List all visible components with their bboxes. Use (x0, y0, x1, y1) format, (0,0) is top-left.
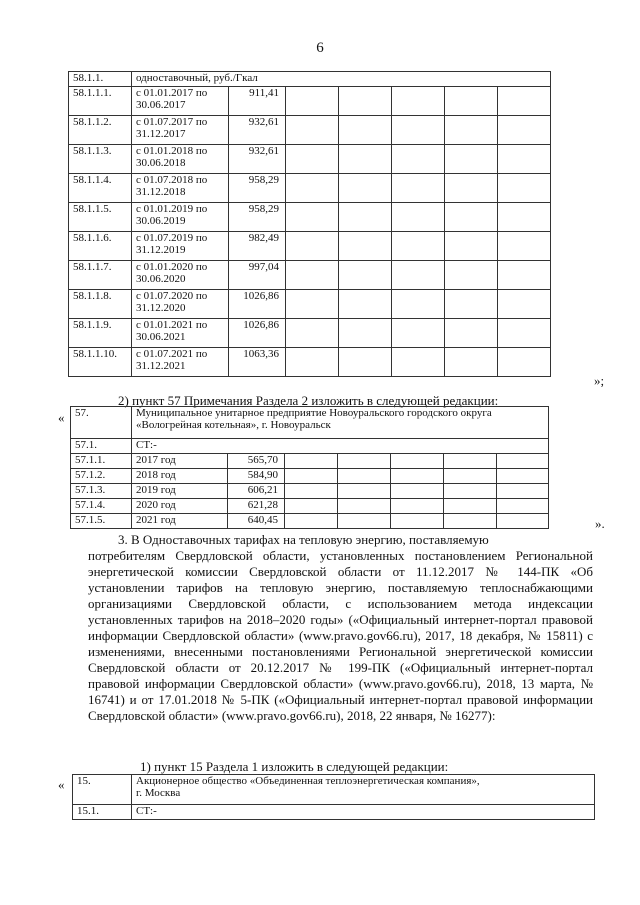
table-row (71, 454, 549, 469)
tariff-value: 640,45 (228, 514, 285, 529)
empty-cell (444, 484, 497, 499)
period-cell (132, 319, 229, 348)
empty-cell (338, 484, 391, 499)
period-start: с 01.01.2017 по (136, 87, 208, 99)
empty-cell (498, 116, 551, 145)
table-row (69, 348, 551, 377)
row-number: 58.1.1. (69, 72, 132, 87)
empty-cell (391, 469, 444, 484)
item-heading: 1) пункт 15 Раздела 1 изложить в следующей редакции: (140, 759, 449, 774)
org-row (71, 407, 549, 439)
tariff-value: 606,21 (228, 484, 285, 499)
empty-cell (338, 514, 391, 529)
row-label: одноставочный, руб./Гкал (132, 72, 551, 87)
year-cell: 2017 год (132, 454, 228, 469)
paragraph-first-line: 3. В Одноставочных тарифах на тепловую энергию, поставляемую (118, 532, 489, 547)
tariff-value: 958,29 (229, 174, 286, 203)
empty-cell (286, 232, 339, 261)
year-cell: 2021 год (132, 514, 228, 529)
table-row (71, 484, 549, 499)
empty-cell (285, 514, 338, 529)
org-name-line: Акционерное общество «Объединенная теплоэнергетическая компания», (136, 775, 480, 787)
row-number: 58.1.1.9. (69, 319, 132, 348)
period-start: с 01.07.2017 по (136, 116, 208, 128)
period-end: 30.06.2020 (136, 273, 186, 285)
period-start: с 01.01.2019 по (136, 203, 208, 215)
empty-cell (339, 290, 392, 319)
empty-cell (392, 145, 445, 174)
org-name-line: г. Москва (136, 787, 181, 799)
empty-cell (286, 174, 339, 203)
empty-cell (498, 203, 551, 232)
table-row (69, 174, 551, 203)
empty-cell (338, 499, 391, 514)
period-cell (132, 174, 229, 203)
empty-cell (392, 261, 445, 290)
period-cell (132, 261, 229, 290)
empty-cell (286, 261, 339, 290)
empty-cell (285, 484, 338, 499)
paragraph-body: потребителям Свердловской области, установленных постановлением Региональной энергетической комиссии Свердловской области от 11.12.2017 № 144-ПК «Об установлении тарифов на тепловую энергию, поставляемую теплоснабжающими организациями Свердловской области, с использованием метода индексации установленных тарифов на 2018–2020 годы» («Официальный интернет-портал правовой информации Свердловской области» (www.pravo.gov66.ru), 2017, 18 декабря, № 15811) с изменениями, внесенными постановлениями Региональной энергетической комиссии Свердловской области от 20.12.2017 № 199-ПК («Официальный интернет-портал правовой информации Свердловской области» (www.pravo.gov66.ru), 2018, 13 марта, № 16741) и от 17.01.2018 № 5-ПК («Официальный интернет-портал правовой информации Свердловской области» (www.pravo.gov66.ru), 2018, 22 января, № 16277): (88, 548, 593, 723)
table-row (69, 232, 551, 261)
opening-quote: « (58, 777, 65, 792)
tariff-value: 1026,86 (229, 319, 286, 348)
tariff-value: 932,61 (229, 145, 286, 174)
row-number: 58.1.1.1. (69, 87, 132, 116)
empty-cell (445, 116, 498, 145)
period-end: 31.12.2021 (136, 360, 186, 372)
period-end: 30.06.2021 (136, 331, 186, 343)
year-cell: 2020 год (132, 499, 228, 514)
empty-cell (445, 319, 498, 348)
empty-cell (286, 319, 339, 348)
empty-cell (498, 319, 551, 348)
empty-cell (498, 174, 551, 203)
period-end: 30.06.2019 (136, 215, 186, 227)
empty-cell (445, 87, 498, 116)
tariff-table-57 (70, 406, 549, 529)
empty-cell (339, 319, 392, 348)
closing-quote: »; (594, 373, 605, 388)
row-number: 57.1.1. (71, 454, 132, 469)
row-number: 58.1.1.7. (69, 261, 132, 290)
period-start: с 01.01.2021 по (136, 319, 208, 331)
row-number: 58.1.1.4. (69, 174, 132, 203)
table-row (69, 290, 551, 319)
row-number: 58.1.1.3. (69, 145, 132, 174)
row-number: 58.1.1.8. (69, 290, 132, 319)
period-cell (132, 290, 229, 319)
empty-cell (445, 290, 498, 319)
empty-cell (339, 261, 392, 290)
empty-cell (498, 145, 551, 174)
table-header-row (69, 72, 551, 87)
empty-cell (445, 203, 498, 232)
empty-cell (392, 87, 445, 116)
table-row (71, 499, 549, 514)
empty-cell (339, 203, 392, 232)
empty-cell (498, 261, 551, 290)
empty-cell (392, 319, 445, 348)
empty-cell (285, 454, 338, 469)
empty-cell (286, 87, 339, 116)
empty-cell (445, 174, 498, 203)
empty-cell (497, 454, 549, 469)
empty-cell (286, 290, 339, 319)
row-number: 15.1. (73, 805, 132, 820)
empty-cell (498, 348, 551, 377)
period-cell (132, 116, 229, 145)
table-row (69, 116, 551, 145)
empty-cell (497, 499, 549, 514)
table-row (69, 261, 551, 290)
row-number: 57.1.4. (71, 499, 132, 514)
empty-cell (338, 469, 391, 484)
period-start: с 01.07.2019 по (136, 232, 208, 244)
org-name-line: «Вологрейная котельная», г. Новоуральск (136, 419, 331, 431)
empty-cell (391, 514, 444, 529)
tariff-value: 584,90 (228, 469, 285, 484)
empty-cell (338, 454, 391, 469)
period-cell (132, 232, 229, 261)
empty-cell (339, 145, 392, 174)
empty-cell (392, 116, 445, 145)
tariff-value: 621,28 (228, 499, 285, 514)
empty-cell (497, 484, 549, 499)
empty-cell (445, 261, 498, 290)
empty-cell (285, 499, 338, 514)
period-cell (132, 145, 229, 174)
org-name (132, 775, 595, 805)
row-number: 58.1.1.10. (69, 348, 132, 377)
period-cell (132, 203, 229, 232)
empty-cell (392, 290, 445, 319)
period-cell (132, 87, 229, 116)
table-row (69, 145, 551, 174)
year-cell: 2018 год (132, 469, 228, 484)
empty-cell (392, 232, 445, 261)
table-row (71, 514, 549, 529)
period-start: с 01.01.2020 по (136, 261, 208, 273)
empty-cell (498, 232, 551, 261)
period-cell (132, 348, 229, 377)
empty-cell (286, 203, 339, 232)
empty-cell (498, 87, 551, 116)
row-number: 57.1.3. (71, 484, 132, 499)
tariff-value: 1063,36 (229, 348, 286, 377)
empty-cell (339, 348, 392, 377)
empty-cell (286, 145, 339, 174)
empty-cell (445, 232, 498, 261)
empty-cell (285, 469, 338, 484)
empty-cell (339, 116, 392, 145)
empty-cell (445, 145, 498, 174)
period-end: 30.06.2018 (136, 157, 186, 169)
tariff-value: 911,41 (229, 87, 286, 116)
table-row (69, 203, 551, 232)
empty-cell (444, 499, 497, 514)
org-row (73, 775, 595, 805)
row-number: 57. (71, 407, 132, 439)
org-name-line: Муниципальное унитарное предприятие Новоуральского городского округа (136, 407, 492, 419)
opening-quote: « (58, 410, 65, 425)
empty-cell (444, 514, 497, 529)
empty-cell (497, 514, 549, 529)
table-row (69, 87, 551, 116)
empty-cell (392, 203, 445, 232)
row-number: 57.1.2. (71, 469, 132, 484)
empty-cell (445, 348, 498, 377)
empty-cell (339, 87, 392, 116)
year-cell: 2019 год (132, 484, 228, 499)
empty-cell (392, 174, 445, 203)
table-row (71, 469, 549, 484)
tariff-value: 982,49 (229, 232, 286, 261)
period-end: 30.06.2017 (136, 99, 186, 111)
st-label: СТ:- (132, 805, 595, 820)
empty-cell (498, 290, 551, 319)
table-row (69, 319, 551, 348)
tariff-value: 565,70 (228, 454, 285, 469)
empty-cell (286, 348, 339, 377)
empty-cell (392, 348, 445, 377)
tariff-table-15 (72, 774, 595, 820)
item-heading: 2) пункт 57 Примечания Раздела 2 изложить в следующей редакции: (118, 393, 499, 408)
row-number: 58.1.1.2. (69, 116, 132, 145)
st-row (73, 805, 595, 820)
period-start: с 01.07.2018 по (136, 174, 208, 186)
period-end: 31.12.2020 (136, 302, 186, 314)
period-start: с 01.01.2018 по (136, 145, 208, 157)
tariff-value: 958,29 (229, 203, 286, 232)
closing-quote: ». (595, 516, 605, 531)
empty-cell (391, 454, 444, 469)
st-label: СТ:- (132, 439, 549, 454)
tariff-value: 1026,86 (229, 290, 286, 319)
empty-cell (391, 499, 444, 514)
row-number: 58.1.1.6. (69, 232, 132, 261)
empty-cell (497, 469, 549, 484)
st-row (71, 439, 549, 454)
period-end: 31.12.2017 (136, 128, 186, 140)
empty-cell (444, 469, 497, 484)
tariff-table-58 (68, 71, 551, 377)
row-number: 57.1.5. (71, 514, 132, 529)
period-end: 31.12.2019 (136, 244, 186, 256)
row-number: 58.1.1.5. (69, 203, 132, 232)
period-start: с 01.07.2020 по (136, 290, 208, 302)
empty-cell (339, 174, 392, 203)
period-start: с 01.07.2021 по (136, 348, 208, 360)
row-number: 57.1. (71, 439, 132, 454)
tariff-value: 932,61 (229, 116, 286, 145)
page-number: 6 (316, 40, 324, 56)
tariff-value: 997,04 (229, 261, 286, 290)
empty-cell (444, 454, 497, 469)
empty-cell (339, 232, 392, 261)
empty-cell (286, 116, 339, 145)
period-end: 31.12.2018 (136, 186, 186, 198)
org-name (132, 407, 549, 439)
row-number: 15. (73, 775, 132, 805)
empty-cell (391, 484, 444, 499)
